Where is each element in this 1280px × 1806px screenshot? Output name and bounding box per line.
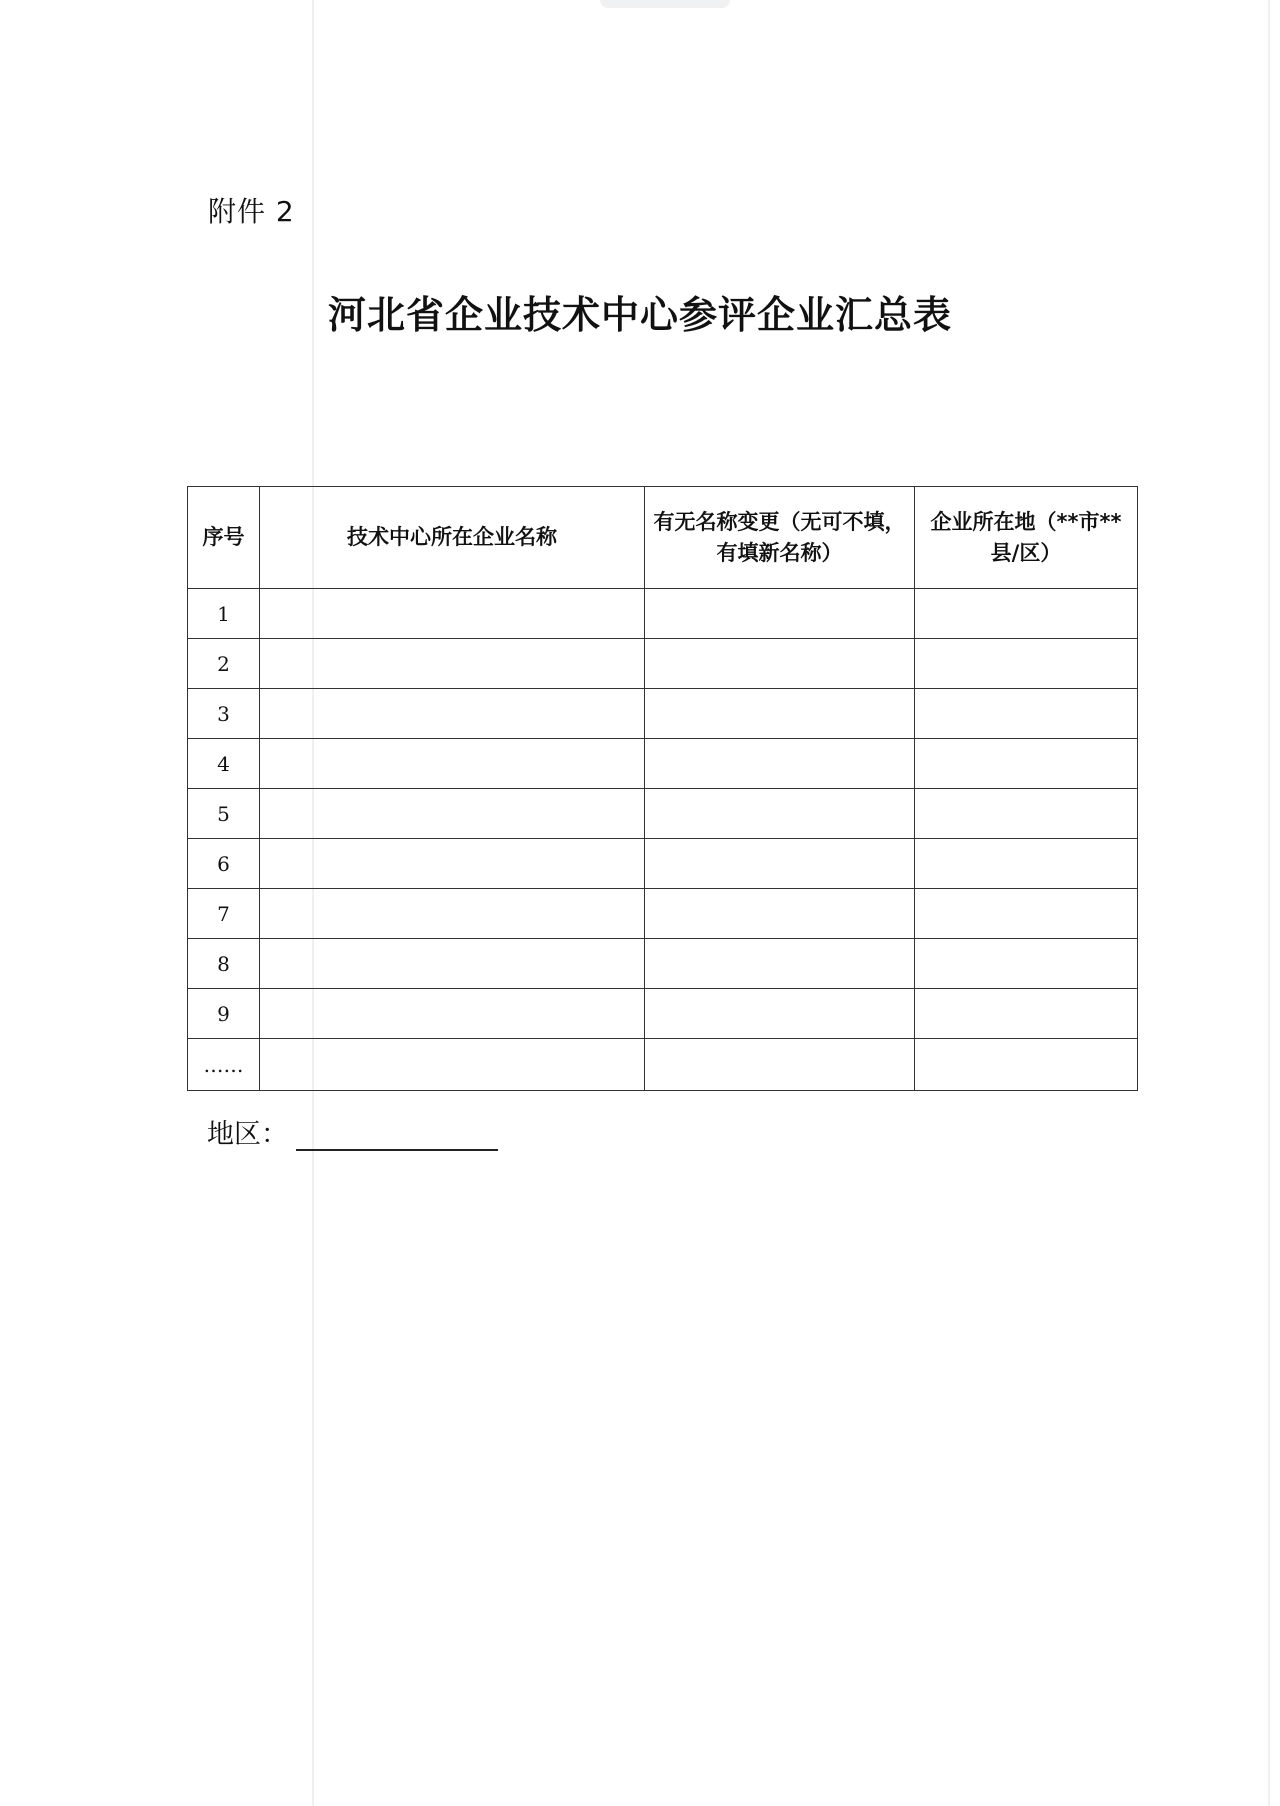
cell-serial-number: 7 [188,889,260,939]
region-field [207,1112,498,1151]
cell-company-location[interactable] [915,789,1138,839]
cell-company-location[interactable] [915,889,1138,939]
cell-company-name[interactable] [260,589,645,639]
table-row [188,739,1138,789]
cell-name-change[interactable] [645,989,915,1039]
document-title: 河北省企业技术中心参评企业汇总表 [327,292,952,337]
cell-name-change[interactable] [645,839,915,889]
cell-company-name[interactable] [260,689,645,739]
cell-company-name[interactable] [260,889,645,939]
cell-company-name[interactable] [260,939,645,989]
cell-company-location[interactable] [915,689,1138,739]
cell-serial-number: 1 [188,589,260,639]
cell-serial-number: 9 [188,989,260,1039]
cell-company-name[interactable] [260,989,645,1039]
cell-serial-number: 3 [188,689,260,739]
table-row [188,589,1138,639]
region-label: 地区： [207,1119,288,1150]
cell-serial-number: …… [188,1039,260,1091]
header-serial-number: 序号 [188,487,260,589]
table-row [188,639,1138,689]
cell-company-location[interactable] [915,989,1138,1039]
table-row [188,889,1138,939]
cell-company-location[interactable] [915,589,1138,639]
cell-name-change[interactable] [645,689,915,739]
cell-serial-number: 8 [188,939,260,989]
header-company-location: 企业所在地（**市**县/区） [915,487,1138,589]
cell-name-change[interactable] [645,589,915,639]
cell-serial-number: 4 [188,739,260,789]
region-input-line[interactable] [296,1115,498,1151]
cell-company-name[interactable] [260,739,645,789]
cell-name-change[interactable] [645,1039,915,1091]
table-header-row [188,487,1138,589]
cell-company-name[interactable] [260,839,645,889]
table-row [188,939,1138,989]
summary-table [187,486,1138,1091]
cell-name-change[interactable] [645,639,915,689]
table-row [188,989,1138,1039]
cell-company-location[interactable] [915,939,1138,989]
cell-company-name[interactable] [260,639,645,689]
cell-company-location[interactable] [915,639,1138,689]
cell-company-location[interactable] [915,739,1138,789]
cell-company-location[interactable] [915,839,1138,889]
table-row [188,789,1138,839]
cell-serial-number: 5 [188,789,260,839]
cell-company-name[interactable] [260,1039,645,1091]
scan-artifact-top [600,0,730,8]
table-row [188,689,1138,739]
cell-name-change[interactable] [645,789,915,839]
table-row [188,839,1138,889]
header-company-name: 技术中心所在企业名称 [260,487,645,589]
cell-serial-number: 2 [188,639,260,689]
scan-artifact-line [1268,0,1270,1806]
cell-company-location[interactable] [915,1039,1138,1091]
attachment-label: 附件 2 [208,195,295,228]
cell-name-change[interactable] [645,739,915,789]
cell-serial-number: 6 [188,839,260,889]
cell-company-name[interactable] [260,789,645,839]
cell-name-change[interactable] [645,889,915,939]
table-row [188,1039,1138,1091]
header-name-change: 有无名称变更（无可不填，有填新名称） [645,487,915,589]
cell-name-change[interactable] [645,939,915,989]
